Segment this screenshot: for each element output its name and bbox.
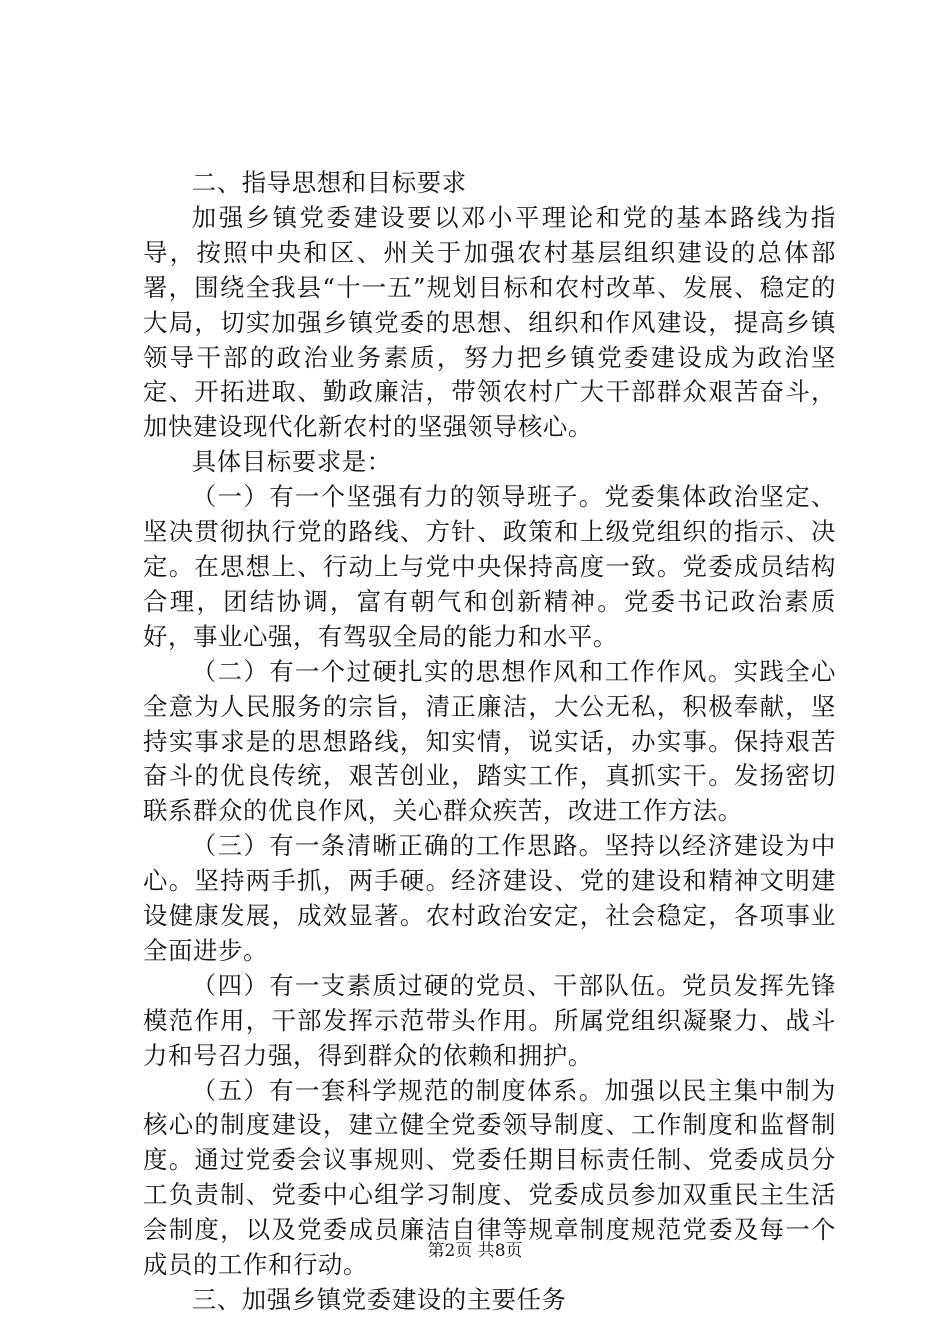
paragraph-goal-4: （四）有一支素质过硬的党员、干部队伍。党员发挥先锋模范作用，干部发挥示范带头作用。所属党组织凝聚力、战斗力和号召力强，得到群众的依赖和拥护。 bbox=[143, 970, 836, 1070]
paragraph-goal-2: （二）有一个过硬扎实的思想作风和工作作风。实践全心全意为人民服务的宗旨，清正廉洁，大公无私，积极奉献，坚持实事求是的思想路线，知实情，说实话，办实事。保持艰苦奋斗的优良传统，艰苦创业，踏实工作，真抓实干。发扬密切联系群众的优良作风，关心群众疾苦，改进工作方法。 bbox=[143, 656, 836, 826]
page-number: 第2页 共8页 bbox=[427, 1241, 523, 1261]
paragraph-goal-3: （三）有一条清晰正确的工作思路。坚持以经济建设为中心。坚持两手抓，两手硬。经济建设、党的建设和精神文明建设健康发展，成效显著。农村政治安定，社会稳定，各项事业全面进步。 bbox=[143, 831, 836, 965]
paragraph-goal-5: （五）有一套科学规范的制度体系。加强以民主集中制为核心的制度建设，建立健全党委领导制度、工作制度和监督制度。通过党委会议事规则、党委任期目标责任制、党委成员分工负责制、党委中心组学习制度、党委成员参加双重民主生活会制度，以及党委成员廉洁自律等规章制度规范党委及每一个成员的工作和行动。 bbox=[143, 1075, 836, 1280]
paragraph-guiding-thought: 加强乡镇党委建设要以邓小平理论和党的基本路线为指导，按照中央和区、州关于加强农村基层组织建设的总体部署，围绕全我县“十一五”规划目标和农村改革、发展、稳定的大局，切实加强乡镇党委的思想、组织和作风建设，提高乡镇领导干部的政治业务素质，努力把乡镇党委建设成为政治坚定、开拓进取、勤政廉洁，带领农村广大干部群众艰苦奋斗，加快建设现代化新农村的坚强领导核心。 bbox=[143, 202, 836, 442]
paragraph-goals-intro: 具体目标要求是： bbox=[191, 447, 392, 477]
paragraph-goal-1: （一）有一个坚强有力的领导班子。党委集体政治坚定、坚决贯彻执行党的路线、方针、政策和上级党组织的指示、决定。在思想上、行动上与党中央保持高度一致。党委成员结构合理，团结协调，富有朝气和创新精神。党委书记政治素质好，事业心强，有驾驭全局的能力和水平。 bbox=[143, 482, 836, 651]
document-body bbox=[143, 166, 836, 1318]
section-heading-2: 二、指导思想和目标要求 bbox=[191, 168, 467, 197]
section-heading-3: 三、加强乡镇党委建设的主要任务 bbox=[191, 1285, 567, 1314]
